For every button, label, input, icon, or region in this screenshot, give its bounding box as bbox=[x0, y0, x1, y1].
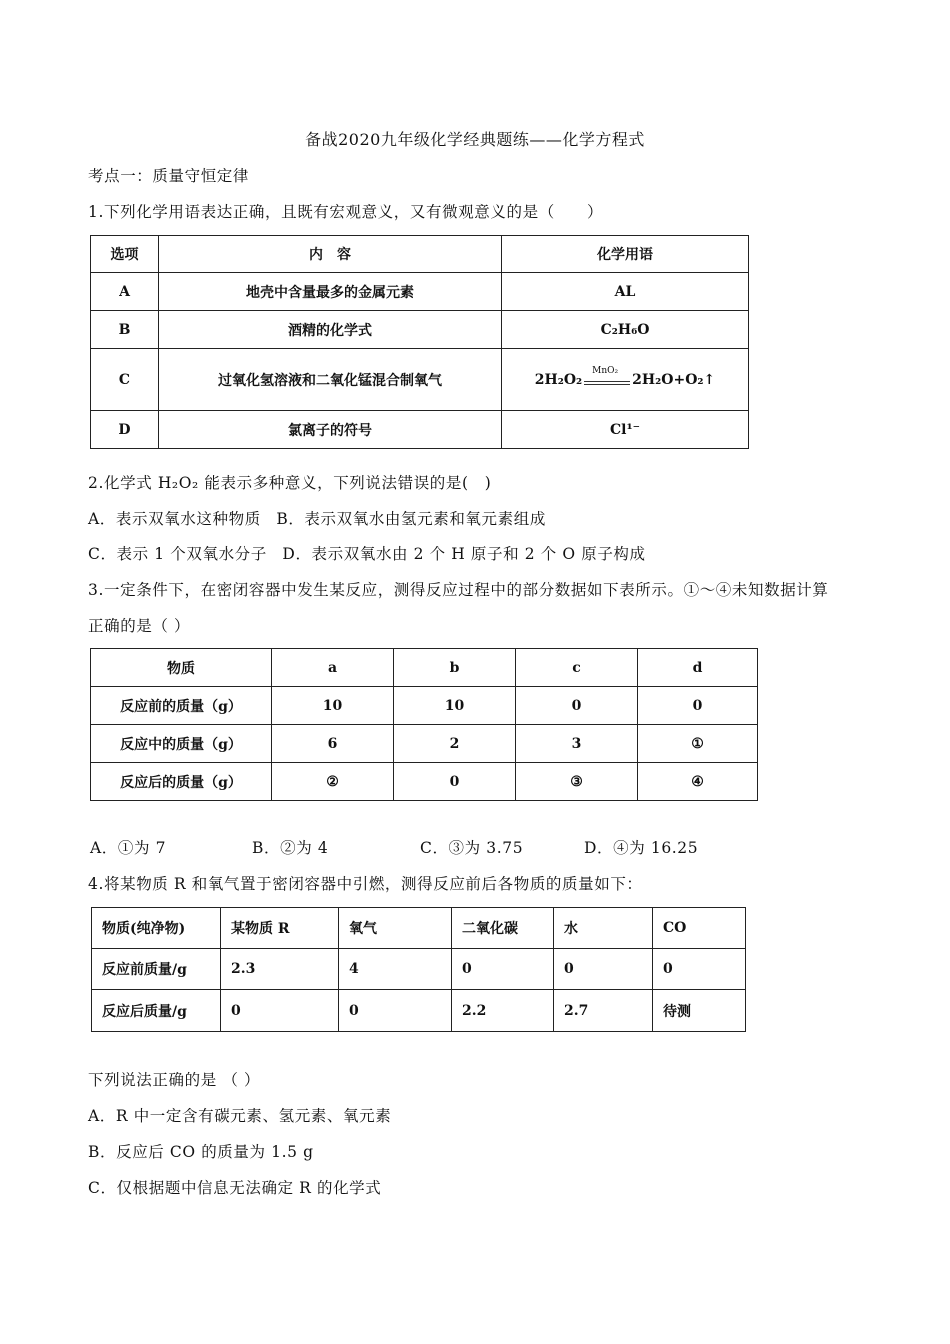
header-cell: a bbox=[272, 649, 394, 687]
option-cell: B bbox=[91, 311, 159, 349]
q3-table bbox=[90, 648, 758, 801]
expr-cell: AL bbox=[502, 273, 749, 311]
q4-option-b: B．反应后 CO 的质量为 1.5 g bbox=[88, 1143, 314, 1161]
header-cell: 二氧化碳 bbox=[452, 908, 554, 949]
header-cell: 化学用语 bbox=[502, 236, 749, 273]
q4-stem: 4.将某物质 R 和氧气置于密闭容器中引燃，测得反应前后各物质的质量如下： bbox=[88, 875, 643, 893]
q2-options-row1 bbox=[88, 507, 546, 529]
header-cell: 选项 bbox=[91, 236, 159, 273]
table-cell: ④ bbox=[638, 763, 758, 801]
q3-stem: 3.一定条件下，在密闭容器中发生某反应，测得反应过程中的部分数据如下表所示。①～④未知数据计算 bbox=[88, 581, 829, 599]
table-row bbox=[92, 949, 746, 990]
table-cell: ② bbox=[272, 763, 394, 801]
table-cell: 2.3 bbox=[221, 949, 339, 990]
table-cell: 10 bbox=[394, 687, 516, 725]
header-cell: d bbox=[638, 649, 758, 687]
content-cell: 酒精的化学式 bbox=[159, 311, 502, 349]
expr-cell: Cl¹⁻ bbox=[502, 411, 749, 449]
content-cell: 氯离子的符号 bbox=[159, 411, 502, 449]
table-cell: ① bbox=[638, 725, 758, 763]
option-d: D．表示双氧水由 2 个 H 原子和 2 个 O 原子构成 bbox=[282, 545, 646, 563]
q2-options-row2 bbox=[88, 542, 646, 564]
header-cell: CO bbox=[653, 908, 746, 949]
row-label: 反应后质量/g bbox=[92, 990, 221, 1032]
q3-option-b: B．②为 4 bbox=[252, 839, 329, 857]
content-cell: 地壳中含量最多的金属元素 bbox=[159, 273, 502, 311]
table-cell: 6 bbox=[272, 725, 394, 763]
table-cell: 0 bbox=[394, 763, 516, 801]
content-cell: 过氧化氢溶液和二氧化锰混合制氧气 bbox=[159, 349, 502, 411]
option-cell: A bbox=[91, 273, 159, 311]
equation-right: 2H₂O+O₂↑ bbox=[632, 371, 716, 388]
table-row bbox=[91, 725, 758, 763]
option-c: C．表示 1 个双氧水分子 bbox=[88, 545, 267, 563]
q3-option-a: A．①为 7 bbox=[90, 839, 167, 857]
table-cell: 3 bbox=[516, 725, 638, 763]
table-cell: 0 bbox=[339, 990, 452, 1032]
table-cell: 2.2 bbox=[452, 990, 554, 1032]
table-row bbox=[91, 411, 749, 449]
table-row bbox=[91, 763, 758, 801]
page-title: 备战2020九年级化学经典题练——化学方程式 bbox=[305, 130, 645, 149]
q1-stem: 1.下列化学用语表达正确，且既有宏观意义，又有微观意义的是（ ） bbox=[88, 203, 604, 221]
table-row bbox=[92, 990, 746, 1032]
option-cell: C bbox=[91, 349, 159, 411]
expr-cell bbox=[502, 349, 749, 411]
header-cell: 内 容 bbox=[159, 236, 502, 273]
q4-table bbox=[91, 907, 746, 1032]
q4-ask: 下列说法正确的是 （ ） bbox=[88, 1071, 261, 1089]
table-cell: 10 bbox=[272, 687, 394, 725]
table-row bbox=[91, 349, 749, 411]
q4-option-a: A．R 中一定含有碳元素、氢元素、氧元素 bbox=[88, 1107, 392, 1125]
catalyst-label: MnO₂ bbox=[592, 365, 619, 376]
header-cell: 某物质 R bbox=[221, 908, 339, 949]
table-header-row bbox=[91, 236, 749, 273]
table-cell: 4 bbox=[339, 949, 452, 990]
q2-stem: 2.化学式 H₂O₂ 能表示多种意义，下列说法错误的是( ) bbox=[88, 474, 492, 492]
header-cell: 物质(纯净物) bbox=[92, 908, 221, 949]
expr-cell: C₂H₆O bbox=[502, 311, 749, 349]
catalyst-equals-sign bbox=[584, 365, 630, 388]
table-cell: 0 bbox=[638, 687, 758, 725]
table-cell: 待测 bbox=[653, 990, 746, 1032]
header-cell: 氧气 bbox=[339, 908, 452, 949]
row-label: 反应前的质量（g） bbox=[91, 687, 272, 725]
table-cell: 2 bbox=[394, 725, 516, 763]
q3-option-c: C．③为 3.75 bbox=[420, 839, 524, 857]
table-cell: ③ bbox=[516, 763, 638, 801]
table-cell: 0 bbox=[554, 949, 653, 990]
option-a: A．表示双氧水这种物质 bbox=[88, 510, 261, 528]
option-b: B．表示双氧水由氢元素和氧元素组成 bbox=[276, 510, 546, 528]
q3-stem-cont: 正确的是（ ） bbox=[88, 617, 191, 635]
equation-left: 2H₂O₂ bbox=[534, 371, 583, 388]
header-cell: 水 bbox=[554, 908, 653, 949]
row-label: 反应后的质量（g） bbox=[91, 763, 272, 801]
row-label: 反应中的质量（g） bbox=[91, 725, 272, 763]
table-cell: 0 bbox=[653, 949, 746, 990]
table-cell: 0 bbox=[221, 990, 339, 1032]
table-cell: 2.7 bbox=[554, 990, 653, 1032]
row-label: 反应前质量/g bbox=[92, 949, 221, 990]
q1-table bbox=[90, 235, 749, 449]
header-cell: c bbox=[516, 649, 638, 687]
table-header-row bbox=[92, 908, 746, 949]
q4-option-c: C．仅根据题中信息无法确定 R 的化学式 bbox=[88, 1179, 382, 1197]
table-header-row bbox=[91, 649, 758, 687]
table-cell: 0 bbox=[516, 687, 638, 725]
table-row bbox=[91, 311, 749, 349]
table-cell: 0 bbox=[452, 949, 554, 990]
table-row bbox=[91, 687, 758, 725]
q3-option-d: D．④为 16.25 bbox=[584, 839, 699, 857]
header-cell: b bbox=[394, 649, 516, 687]
section-heading: 考点一：质量守恒定律 bbox=[88, 167, 250, 185]
header-cell: 物质 bbox=[91, 649, 272, 687]
table-row bbox=[91, 273, 749, 311]
option-cell: D bbox=[91, 411, 159, 449]
